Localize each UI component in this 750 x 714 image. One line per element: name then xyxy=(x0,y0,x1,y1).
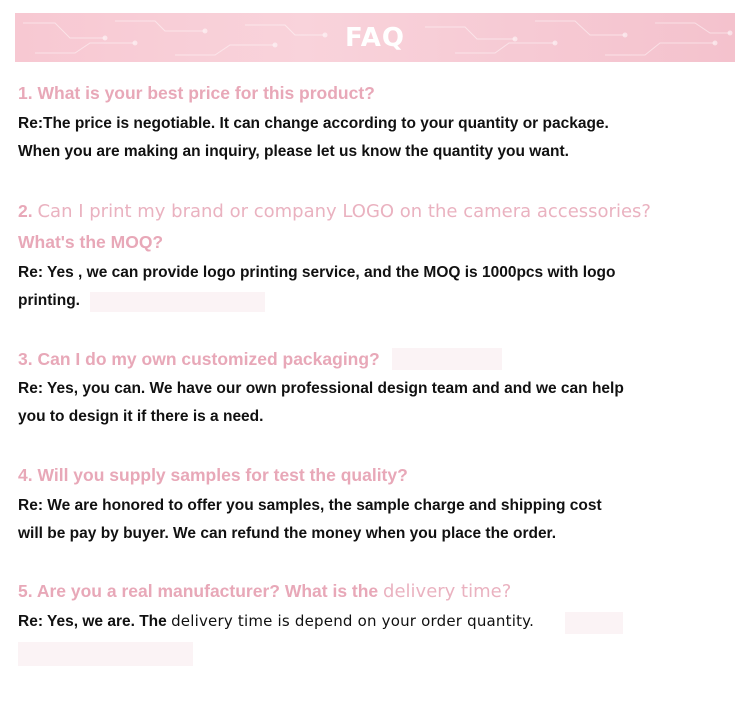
question-number: 3. xyxy=(18,349,33,369)
question-text: Can I do my own customized packaging? xyxy=(37,349,380,369)
faq-answer-3-line-1: Re: Yes, you can. We have our own professional design team and and we can help xyxy=(18,380,624,397)
faq-question-2 xyxy=(18,200,651,223)
question-text: Will you supply samples for test the quality? xyxy=(37,465,408,485)
faq-answer-4-line-1: Re: We are honored to offer you samples, the sample charge and shipping cost xyxy=(18,497,602,514)
question-text: Are you a real manufacturer? What is the xyxy=(36,581,379,601)
faq-question-1 xyxy=(18,82,375,104)
question-text-light: delivery time? xyxy=(383,581,512,602)
answer-text: Re: Yes, we are. The xyxy=(18,613,167,630)
faq-answer-2-line-1: Re: Yes , we can provide logo printing service, and the MOQ is 1000pcs with logo xyxy=(18,264,616,281)
faq-question-5 xyxy=(18,580,511,603)
faq-answer-5 xyxy=(18,611,534,632)
faq-answer-1-line-1: Re:The price is negotiable. It can change according to your quantity or package. xyxy=(18,115,609,132)
banner-title: FAQ xyxy=(344,23,405,53)
question-text: Can I print my brand or company LOGO on the camera accessories? xyxy=(37,201,651,222)
answer-text-light: delivery time is depend on your order quantity. xyxy=(171,612,535,630)
question-text: What is your best price for this product? xyxy=(37,83,375,103)
faint-highlight xyxy=(90,292,265,312)
faq-question-2-line-2: What's the MOQ? xyxy=(18,232,164,252)
question-number: 4. xyxy=(18,465,33,485)
faint-highlight xyxy=(565,612,623,634)
question-number: 5. xyxy=(18,581,33,601)
faq-answer-4-line-2: will be pay by buyer. We can refund the money when you place the order. xyxy=(18,525,557,542)
faint-highlight xyxy=(18,642,193,666)
faq-answer-2-line-2: printing. xyxy=(18,292,80,309)
faq-question-3 xyxy=(18,348,380,370)
question-number: 1. xyxy=(18,83,33,103)
faq-question-4 xyxy=(18,464,408,486)
faq-answer-3-line-2: you to design it if there is a need. xyxy=(18,408,264,425)
faint-highlight xyxy=(392,348,502,370)
faq-answer-1-line-2: When you are making an inquiry, please let us know the quantity you want. xyxy=(18,143,569,160)
question-number: 2. xyxy=(18,201,33,221)
faq-banner xyxy=(15,13,735,62)
